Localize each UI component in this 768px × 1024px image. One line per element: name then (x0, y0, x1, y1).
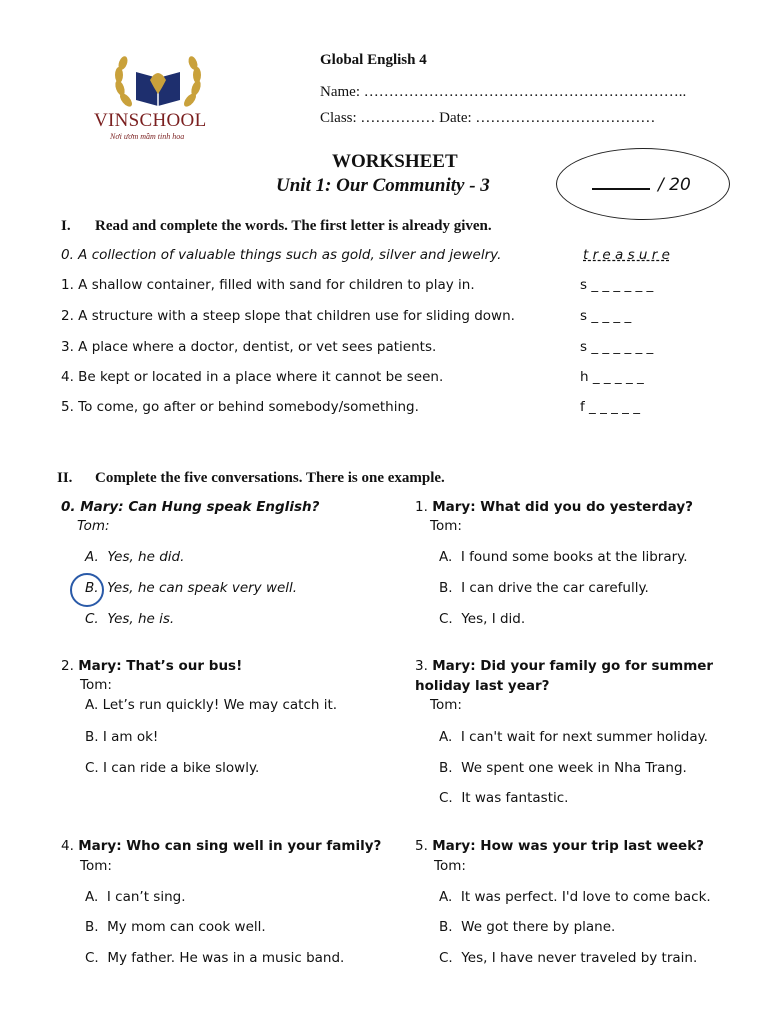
q1-option-c[interactable]: C. Yes, I did. (439, 611, 526, 627)
s1-answer-5[interactable]: f _ _ _ _ _ (580, 399, 640, 415)
q4-option-a[interactable]: A. I can’t sing. (85, 889, 186, 905)
s1-answer-4[interactable]: h _ _ _ _ _ (580, 369, 644, 385)
q1-tom: Tom: (430, 518, 462, 534)
section1-title: Read and complete the words. The first letter is already given. (95, 218, 492, 234)
laurel-book-emblem (108, 50, 208, 112)
q5-option-b[interactable]: B. We got there by plane. (439, 919, 616, 935)
q3-option-c[interactable]: C. It was fantastic. (439, 790, 569, 806)
brand-name: VINSCHOOL (94, 110, 207, 131)
s1-item-4: 4. Be kept or located in a place where it cannot be seen. (61, 369, 444, 385)
section2-number: II. (57, 470, 73, 486)
q1-option-b[interactable]: B. I can drive the car carefully. (439, 580, 649, 596)
s1-item-2: 2. A structure with a steep slope that children use for sliding down. (61, 308, 515, 324)
q5-tom: Tom: (434, 858, 466, 874)
q4-option-b[interactable]: B. My mom can cook well. (85, 919, 266, 935)
brand-slogan: Nơi ươm mầm tinh hoa (110, 132, 185, 141)
q2-option-b[interactable]: B. I am ok! (85, 729, 159, 745)
q0-option-c: C. Yes, he is. (85, 611, 175, 627)
name-line: Name: ……………………………………………………….. (320, 84, 687, 100)
worksheet-title: WORKSHEET (332, 151, 458, 172)
class-date-line: Class: …………… Date: ……………………………… (320, 110, 656, 126)
unit-title: Unit 1: Our Community - 3 (276, 175, 490, 196)
section2-title: Complete the five conversations. There is one example. (95, 470, 445, 486)
q2-option-a[interactable]: A. Let’s run quickly! We may catch it. (85, 697, 338, 713)
q3-option-b[interactable]: B. We spent one week in Nha Trang. (439, 760, 687, 776)
q2-tom: Tom: (80, 677, 112, 693)
q2-option-c[interactable]: C. I can ride a bike slowly. (85, 760, 260, 776)
q1-prompt: 1. Mary: What did you do yesterday? (415, 499, 693, 515)
score-blank[interactable] (592, 172, 650, 190)
q4-tom: Tom: (80, 858, 112, 874)
s1-item-0: 0. A collection of valuable things such as gold, silver and jewelry. (61, 247, 502, 263)
q2-prompt: 2. Mary: That’s our bus! (61, 658, 243, 674)
q4-prompt: 4. Mary: Who can sing well in your family? (61, 838, 382, 854)
s1-answer-3[interactable]: s _ _ _ _ _ _ (580, 339, 654, 355)
s1-answer-1[interactable]: s _ _ _ _ _ _ (580, 277, 654, 293)
s1-item-1: 1. A shallow container, filled with sand for children to play in. (61, 277, 475, 293)
score-box (592, 172, 691, 195)
q5-option-c[interactable]: C. Yes, I have never traveled by train. (439, 950, 698, 966)
q4-option-c[interactable]: C. My father. He was in a music band. (85, 950, 345, 966)
course-title: Global English 4 (320, 52, 427, 68)
q0-option-a: A. Yes, he did. (85, 549, 185, 565)
s1-answer-0: t r e a s u r e (583, 247, 670, 263)
s1-answer-2[interactable]: s _ _ _ _ (580, 308, 632, 324)
s1-item-3: 3. A place where a doctor, dentist, or vet sees patients. (61, 339, 437, 355)
q3-prompt-line1: 3. Mary: Did your family go for summer (415, 658, 714, 674)
q0-tom: Tom: (77, 518, 110, 534)
q5-option-a[interactable]: A. It was perfect. I'd love to come back. (439, 889, 711, 905)
q0-prompt: 0. Mary: Can Hung speak English? (61, 499, 320, 515)
q3-option-a[interactable]: A. I can't wait for next summer holiday. (439, 729, 708, 745)
score-total: / 20 (658, 175, 691, 195)
s1-item-5: 5. To come, go after or behind somebody/something. (61, 399, 419, 415)
q0-option-b: B. Yes, he can speak very well. (85, 580, 298, 596)
q3-tom: Tom: (430, 697, 462, 713)
q1-option-a[interactable]: A. I found some books at the library. (439, 549, 688, 565)
section1-number: I. (61, 218, 71, 234)
q3-prompt-line2: holiday last year? (415, 678, 550, 694)
q5-prompt: 5. Mary: How was your trip last week? (415, 838, 705, 854)
